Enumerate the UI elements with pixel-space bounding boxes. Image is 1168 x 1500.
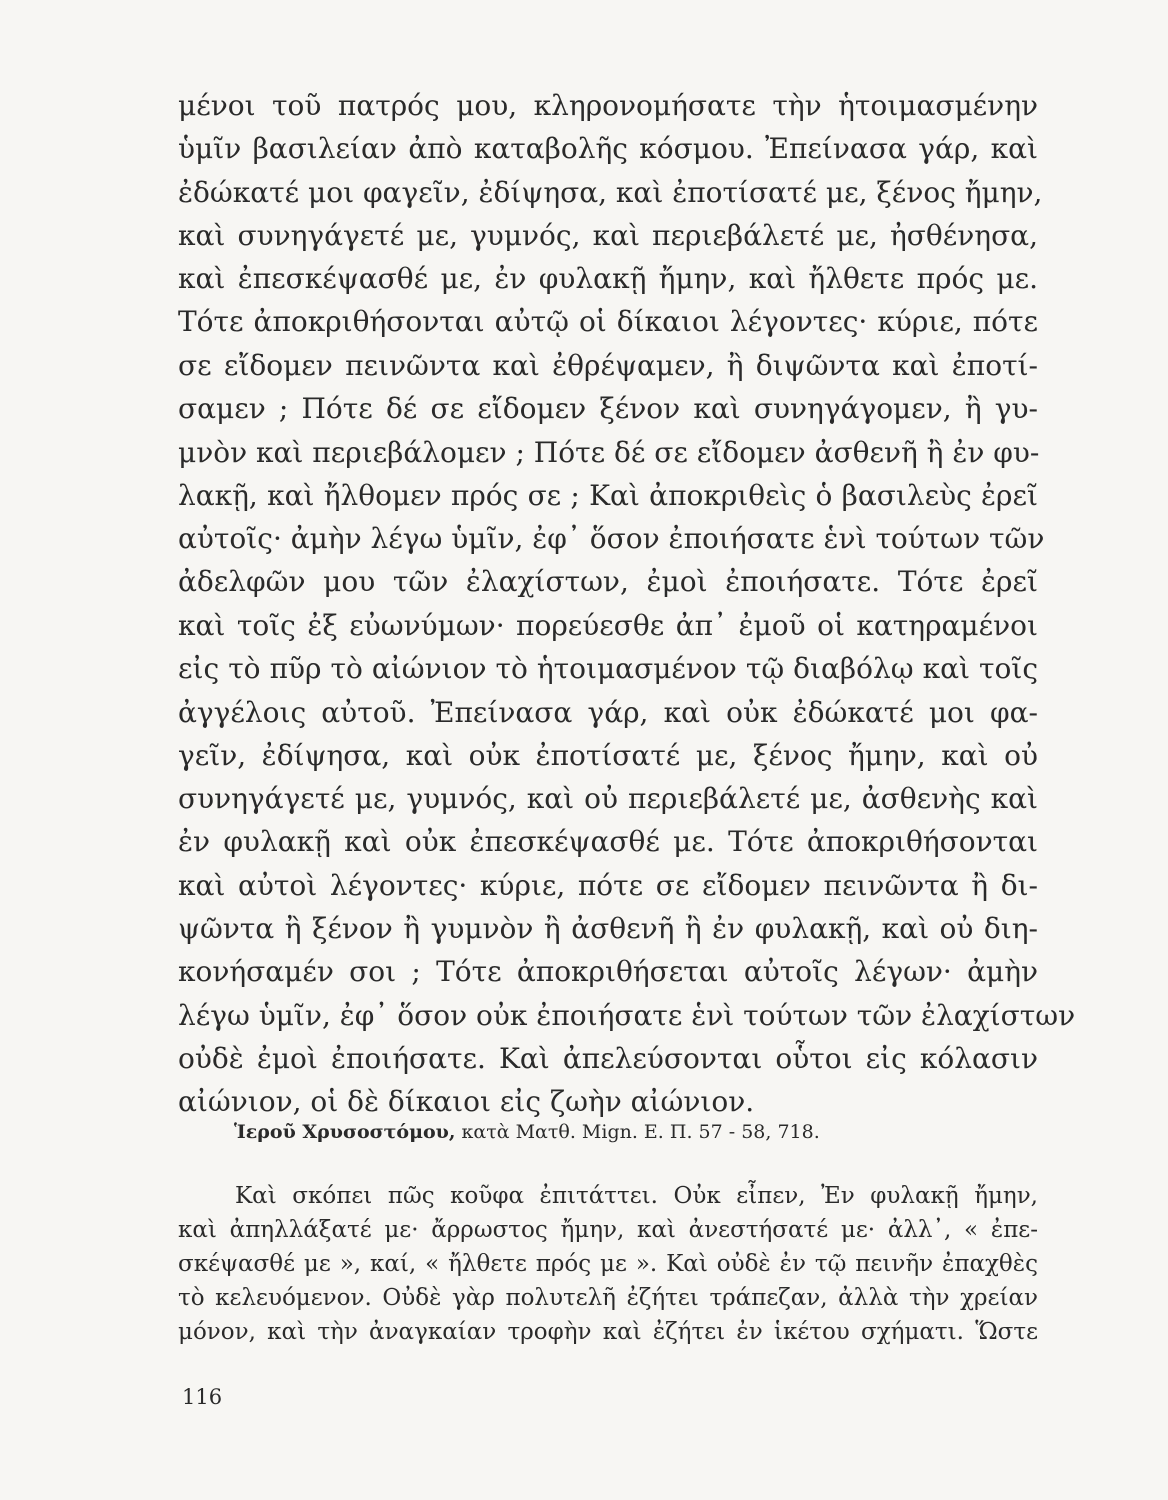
main-text-line: σε εἴδομεν πεινῶντα καὶ ἐθρέψαμεν, ἢ διψῶντα καὶ ἐποτί- [178,349,1038,382]
main-text-line: ἐν φυλακῇ καὶ οὐκ ἐπεσκέψασθέ με. Τότε ἀποκριθήσονται [178,825,1038,858]
main-text-line: κονήσαμέν σοι ; Τότε ἀποκριθήσεται αὐτοῖς λέγων· ἀμὴν [178,955,1038,988]
commentary-line: καὶ ἀπηλλάξατέ με· ἄρρωστος ἤμην, καὶ ἀνεστήσατέ με· ἀλλ᾽, « ἐπε- [178,1217,1038,1243]
main-text-line: ὑμῖν βασιλείαν ἀπὸ καταβολῆς κόσμου. Ἐπείνασα γάρ, καὶ [178,132,1038,165]
main-text-line: ἀδελφῶν μου τῶν ἐλαχίστων, ἐμοὶ ἐποιήσατε. Τότε ἐρεῖ [178,565,1038,598]
commentary-line: μόνον, καὶ τὴν ἀναγκαίαν τροφὴν καὶ ἐζήτει ἐν ἱκέτου σχήματι. Ὥστε [178,1319,1038,1345]
main-text-line: ἀγγέλοις αὐτοῦ. Ἐπείνασα γάρ, καὶ οὐκ ἐδώκατέ μοι φα- [178,696,1038,729]
main-text-line: καὶ αὐτοὶ λέγοντες· κύριε, πότε σε εἴδομεν πεινῶντα ἢ δι- [178,869,1038,902]
page-number: 116 [182,1385,223,1409]
main-text-line: γεῖν, ἐδίψησα, καὶ οὐκ ἐποτίσατέ με, ξένος ἤμην, καὶ οὐ [178,739,1038,772]
citation-author: Ἱεροῦ Χρυσοστόμου, [234,1121,456,1143]
main-text-line: ἐδώκατέ μοι φαγεῖν, ἐδίψησα, καὶ ἐποτίσατέ με, ξένος ἤμην, [178,176,1043,209]
main-text-line: εἰς τὸ πῦρ τὸ αἰώνιον τὸ ἡτοιμασμένον τῷ διαβόλῳ καὶ τοῖς [178,652,1038,685]
main-text-line: μνὸν καὶ περιεβάλομεν ; Πότε δέ σε εἴδομεν ἀσθενῆ ἢ ἐν φυ- [178,436,1040,469]
main-text-line: αὐτοῖς· ἀμὴν λέγω ὑμῖν, ἐφ᾽ ὅσον ἐποιήσατε ἑνὶ τούτων τῶν [178,522,1045,555]
main-text-line: καὶ τοῖς ἐξ εὐωνύμων· πορεύεσθε ἀπ᾽ ἐμοῦ οἱ κατηραμένοι [178,609,1038,642]
commentary-line: Καὶ σκόπει πῶς κοῦφα ἐπιτάττει. Οὐκ εἶπεν, Ἐν φυλακῇ ἤμην, [235,1183,1038,1209]
main-text-line: καὶ ἐπεσκέψασθέ με, ἐν φυλακῇ ἤμην, καὶ ἤλθετε πρός με. [178,262,1038,295]
main-text-line: λακῇ, καὶ ἤλθομεν πρός σε ; Καὶ ἀποκριθεὶς ὁ βασιλεὺς ἐρεῖ [178,479,1038,512]
main-text-line: Τότε ἀποκριθήσονται αὐτῷ οἱ δίκαιοι λέγοντες· κύριε, πότε [178,305,1038,338]
main-text-line: ψῶντα ἢ ξένον ἢ γυμνὸν ἢ ἀσθενῆ ἢ ἐν φυλακῇ, καὶ οὐ διη- [178,912,1038,945]
citation-reference: κατὰ Ματθ. Mign. E. Π. 57 - 58, 718. [461,1121,820,1143]
main-text-line: οὐδὲ ἐμοὶ ἐποιήσατε. Καὶ ἀπελεύσονται οὗτοι εἰς κόλασιν [178,1042,1038,1075]
citation [234,1118,820,1146]
main-text-line: συνηγάγετέ με, γυμνός, καὶ οὐ περιεβάλετέ με, ἀσθενὴς καὶ [178,782,1038,815]
main-text-line: μένοι τοῦ πατρός μου, κληρονομήσατε τὴν ἡτοιμασμένην [178,89,1038,122]
commentary-line: σκέψασθέ με », καί, « ἤλθετε πρός με ». Καὶ οὐδὲ ἐν τῷ πεινῆν ἐπαχθὲς [178,1251,1038,1277]
main-text-line: καὶ συνηγάγετέ με, γυμνός, καὶ περιεβάλετέ με, ἠσθένησα, [178,219,1038,252]
main-text-line: σαμεν ; Πότε δέ σε εἴδομεν ξένον καὶ συνηγάγομεν, ἢ γυ- [178,392,1038,425]
main-text-line: αἰώνιον, οἱ δὲ δίκαιοι εἰς ζωὴν αἰώνιον. [178,1085,755,1118]
main-text-line: λέγω ὑμῖν, ἐφ᾽ ὅσον οὐκ ἐποιήσατε ἑνὶ τούτων τῶν ἐλαχίστων [178,999,1076,1032]
commentary-line: τὸ κελευόμενον. Οὐδὲ γὰρ πολυτελῆ ἐζήτει τράπεζαν, ἀλλὰ τὴν χρείαν [178,1285,1038,1311]
